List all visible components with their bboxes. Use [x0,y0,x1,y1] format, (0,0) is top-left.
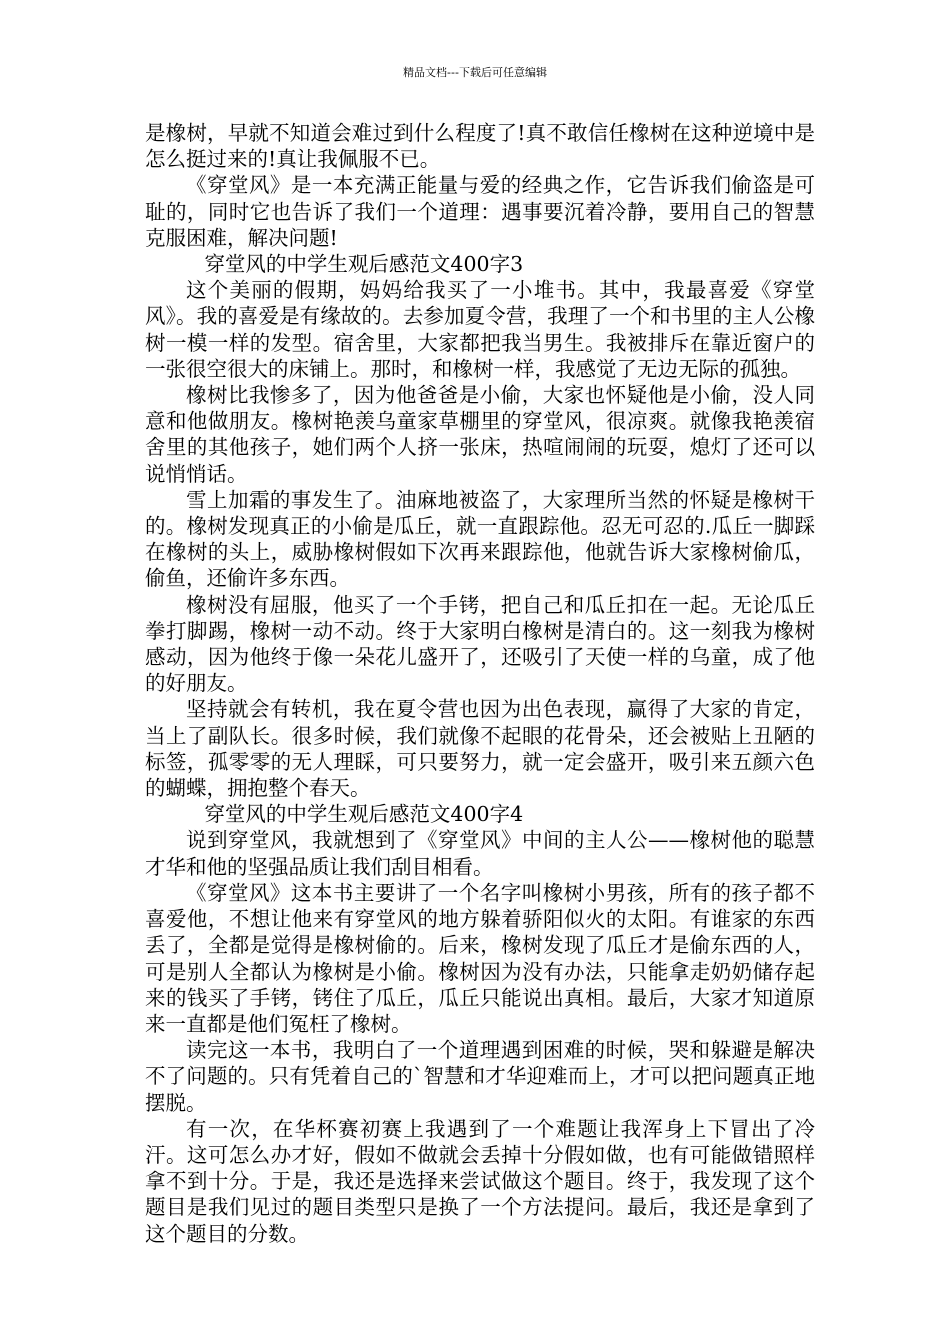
paragraph: 是橡树，早就不知道会难过到什么程度了!真不敢信任橡树在这种逆境中是怎么挺过来的!真让我佩服不已。 [145,121,815,172]
paragraph: 有一次，在华杯赛初赛上我遇到了一个难题让我浑身上下冒出了冷汗。这可怎么办才好，假如不做就会丢掉十分假如做，也有可能做错照样拿不到十分。于是，我还是选择来尝试做这个题目。终于，我发现了这个题目是我们见过的题目类型只是换了一个方法提问。最后，我还是拿到了这个题目的分数。 [145,1116,815,1246]
paragraph: 橡树比我惨多了，因为他爸爸是小偷，大家也怀疑他是小偷，没人同意和他做朋友。橡树艳羡乌童家草棚里的穿堂风，很凉爽。就像我艳羡宿舍里的其他孩子，她们两个人挤一张床，热喧闹闹的玩耍，熄灯了还可以说悄悄话。 [145,383,815,486]
paragraph: 《穿堂风》是一本充满正能量与爱的经典之作，它告诉我们偷盗是可耻的，同时它也告诉了我们一个道理：遇事要沉着冷静，要用自己的智慧克服困难，解决问题! [145,173,815,250]
paragraph: 说到穿堂风，我就想到了《穿堂风》中间的主人公——橡树他的聪慧才华和他的坚强品质让我们刮目相看。 [145,828,815,879]
section-heading: 穿堂风的中学生观后感范文400字4 [204,802,524,827]
document-body [145,120,815,1247]
paragraph: 橡树没有屈服，他买了一个手铐，把自己和瓜丘扣在一起。无论瓜丘拳打脚踢，橡树一动不动。终于大家明白橡树是清白的。这一刻我为橡树感动，因为他终于像一朵花儿盛开了，还吸引了天使一样的乌童，成了他的好朋友。 [145,592,815,696]
paragraph: 雪上加霜的事发生了。油麻地被盗了，大家理所当然的怀疑是橡树干的。橡树发现真正的小偷是瓜丘，就一直跟踪他。忍无可忍的.瓜丘一脚踩在橡树的头上，威胁橡树假如下次再来跟踪他，他就告诉大家橡树偷瓜，偷鱼，还偷许多东西。 [145,487,815,591]
paragraph: 《穿堂风》这本书主要讲了一个名字叫橡树小男孩，所有的孩子都不喜爱他，不想让他来有穿堂风的地方躲着骄阳似火的太阳。有谁家的东西丢了，全都是觉得是橡树偷的。后来，橡树发现了瓜丘才是偷东西的人，可是别人全都认为橡树是小偷。橡树因为没有办法，只能拿走奶奶储存起来的钱买了手铐，铐住了瓜丘，瓜丘只能说出真相。最后，大家才知道原来一直都是他们冤枉了橡树。 [145,880,815,1036]
paragraph: 读完这一本书，我明白了一个道理遇到困难的时候，哭和躲避是解决不了问题的。只有凭着自己的`智慧和才华迎难而上，才可以把问题真正地摆脱。 [145,1038,815,1115]
paragraph: 坚持就会有转机，我在夏令营也因为出色表现，赢得了大家的肯定，当上了副队长。很多时候，我们就像不起眼的花骨朵，还会被贴上丑陋的标签，孤零零的无人理睬，可只要努力，就一定会盛开，吸引来五颜六色的蝴蝶，拥抱整个春天。 [145,697,815,801]
page-header: 精品文档---下载后可任意编辑 [403,66,547,79]
section-heading: 穿堂风的中学生观后感范文400字3 [204,252,524,277]
paragraph: 这个美丽的假期，妈妈给我买了一小堆书。其中，我最喜爱《穿堂风》。我的喜爱是有缘故的。去参加夏令营，我理了一个和书里的主人公橡树一模一样的发型。宿舍里，大家都把我当男生。我被排斥在靠近窗户的一张很空很大的床铺上。那时，和橡树一样，我感觉了无边无际的孤独。 [145,278,815,381]
